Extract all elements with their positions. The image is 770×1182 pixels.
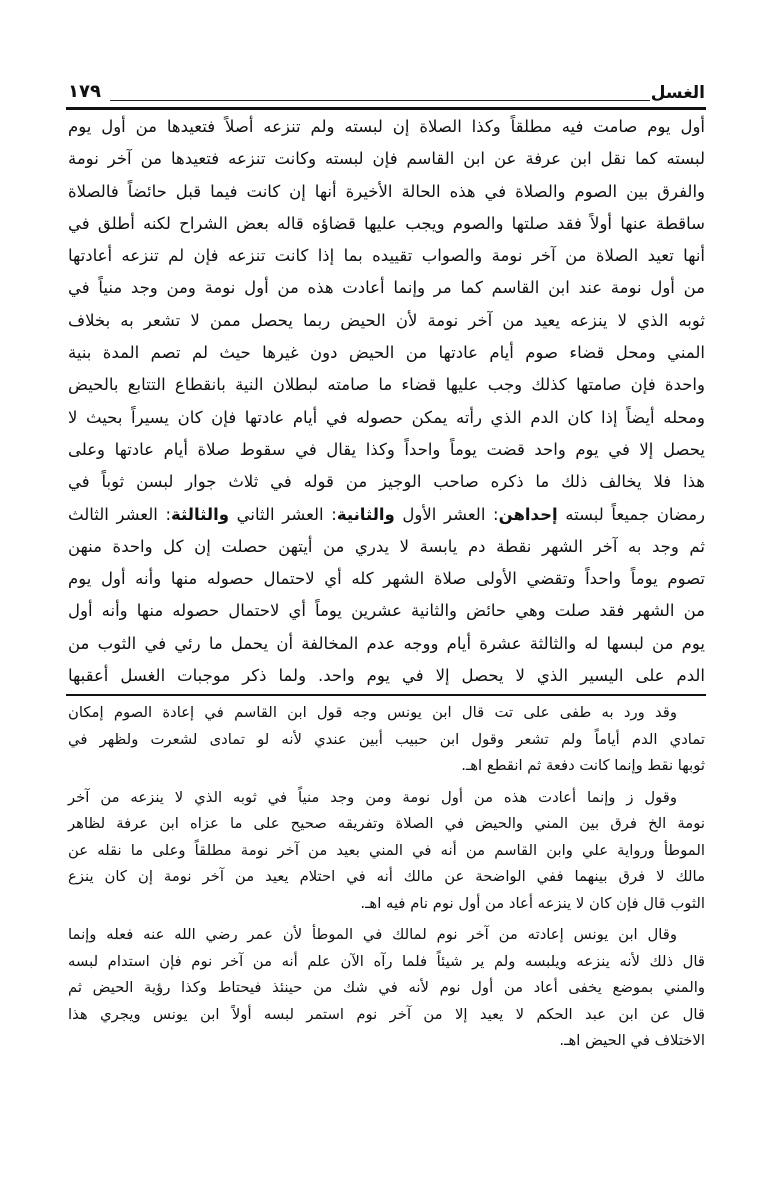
footnote-line: قال عن ابن عبد الحكم لا يعيد إلا من آخر نوم استمر لبسه أولاً ابن يونس ويجري هذا [68, 1005, 705, 1023]
footnotes [68, 700, 705, 1060]
text-segment: رمضان جميعاً لبسته [557, 504, 706, 524]
footnote-line: ثوبها نقط وإنما كانت دفعة ثم انقطع اهـ. [461, 757, 705, 774]
footnote-line: الموطأ ورواية علي وابن القاسم من أنه في المني بعيد من آخر نومة مطلقاً وعلى ما نقله عن [68, 841, 705, 859]
footnote-line: الثوب قال فإن كان لا ينزعه أعاد من أول نوم نام فيه اهـ. [360, 894, 705, 912]
header-rule [66, 107, 706, 110]
text-line: يوم من لبسها له والثالثة عشرة أيام ووجه عدم المخالفة أن يحمل ما رئي في الثوب من [68, 633, 705, 653]
text-line: من أول نومة عند ابن القاسم كما مر وإنما أعادت هذه من أول نومة ومن وجد منياً في [68, 278, 705, 298]
footnote-separator [66, 694, 706, 696]
text-segment: : العشر الثالث [68, 504, 172, 524]
footnote-line: وقال ابن يونس إعادته من آخر نوم لمالك في الموطأ لأن عمر رضي الله عنه فعله وإنما [68, 926, 677, 943]
footnote-paragraph [68, 922, 705, 1055]
bold-term: والثانية [336, 504, 395, 524]
text-line: واحدة فإن صامتها كذلك وجب عليها قضاء ما صامته لبطلان النية بانقطاع التتابع بالحيض [68, 375, 705, 395]
text-line: أول يوم صامت فيه مطلقاً وكذا الصلاة إن لبسته ولم تنزعه أصلاً فتعيدها من أول يوم [68, 117, 705, 136]
text-line: المني ومحل قضاء صوم أيام عادتها من الحيض دون غيرها حيث لم تصم المدة بنية [68, 343, 705, 363]
footnote-line: تمادي الدم أياماً ولم تشعر وقول ابن حبيب أبين عندي لأنه لو تمادى لشعرت ولظهر في [68, 730, 705, 748]
text-line: يحصل إلا في يوم واحد قضت يوماً واحداً وكذا يقال في سقوط صلاة أيام عادتها وعلى [68, 439, 705, 459]
text-line: ثوبه الذي لا ينزعه يعيد من آخر نومة لأن الحيض ربما يحصل ممن لا تشعر به بخلاف [68, 310, 705, 330]
text-line: الدم على اليسير الذي لا يحصل إلا في يوم واحد. ولما ذكر موجبات الغسل أعقبها [68, 666, 705, 686]
text-segment: : العشر الأول [394, 504, 499, 524]
footnote-line: نومة الخ فرق بين المني والحيض في الصلاة وتفريقه صحيح على ما عزاه ابن عرفة لظاهر [68, 815, 705, 832]
text-line-with-bold [68, 499, 705, 531]
main-text [68, 111, 705, 692]
text-line: هذا فلا يخالف ذلك ما ذكره صاحب الوجيز من قوله في ثلاث جوار لبسن ثوباً في [68, 472, 705, 492]
header-line [110, 100, 650, 101]
text-segment: : العشر الثاني [229, 504, 337, 524]
text-line: والفرق بين الصوم والصلاة في هذه الحالة الأخيرة أنها إن كانت فيما قبل حائضاً فالصلاة [68, 181, 705, 201]
footnote-line: والمني بموضع يخفى أعاد من أول نوم لأنه في شك من حينئذ فيحتاط وكذا رؤية الحيض ثم [68, 979, 705, 996]
page-number: ١٧٩ [68, 81, 101, 102]
chapter-title: الغسل [650, 83, 705, 103]
footnote-line: مالك لا فرق بينهما ففي الواضحة عن مالك أنه في احتلام يعيد من آخر نومة إن كان ينزع [68, 868, 705, 885]
footnote-line: قال ذلك لأنه ينزعه ويلبسه ولم ير شيئاً فلما رآه الآن علم أنه من آخر نوم فإن استدام لبسه [68, 952, 705, 970]
text-line: من الشهر فقد صلت وهي حائض والثانية عشرين يوماً أي لاحتمال حصوله منها وأنه أول [68, 601, 705, 621]
bold-term: والثالثة [171, 504, 230, 524]
text-line: تصوم يوماً واحداً وتقضي الأولى صلاة الشهر كله أي لاحتمال حصوله منها وأنه أول يوم [68, 569, 705, 589]
text-line: ومحله أيضاً إذا كان الدم الذي رأته يمكن حصوله في أيام عادتها فإن كان يسيراً بحيث لا [68, 407, 705, 427]
bold-term: إحداهن [498, 504, 558, 524]
footnote-paragraph [68, 700, 705, 780]
footnote-paragraph [68, 785, 705, 918]
text-line: ثم وجد به آخر الشهر نقطة دم يابسة لا يدري من أيتهن حصلت إن كل واحدة منهن [68, 536, 705, 556]
text-line: ساقطة عنها أولاً فقد صلتها والصوم ويجب عليها قضاؤه قاله بعض الشراح لكنه أطلق في [68, 213, 705, 233]
footnote-line: وقد ورد به طفى على تت قال ابن يونس وجه قول ابن القاسم في إعادة الصوم إمكان [68, 704, 677, 721]
footnote-line: وقول ز وإنما أعادت هذه من أول نومة ومن وجد منياً في ثوبه الذي لا ينزعه من آخر [68, 788, 677, 806]
text-line: أنها تعيد الصلاة من آخر نومة والصواب تقييده بما إذا كانت تنزعه فإن لم تنزعه أعادتها [68, 246, 705, 266]
footnote-line: الاختلاف في الحيض اهـ. [559, 1032, 705, 1049]
text-line: لبسته كما نقل ابن عرفة عن ابن القاسم فإن لبسته وكانت تنزعه فتعيدها من آخر نومة [68, 149, 705, 169]
